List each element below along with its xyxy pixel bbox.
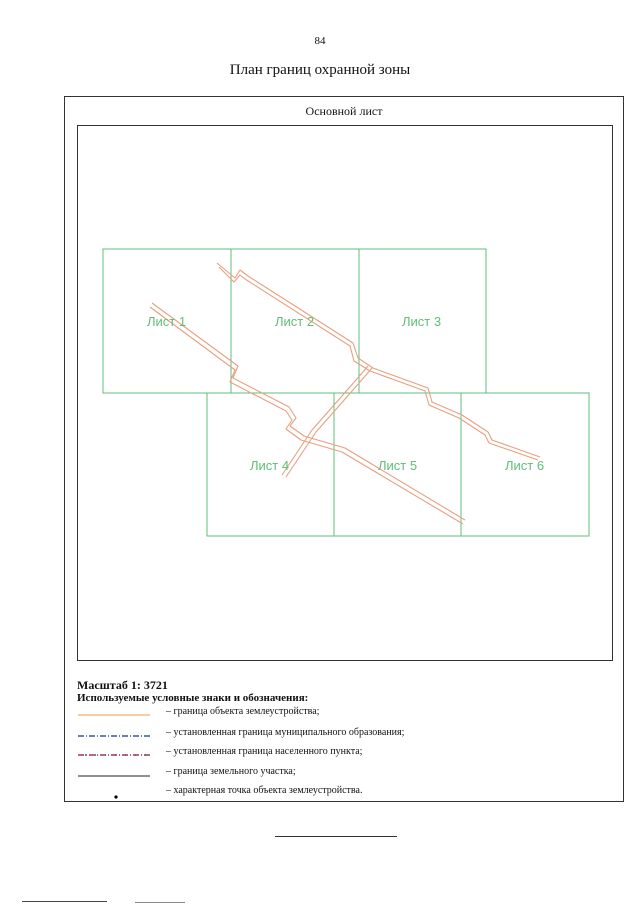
legend-title: Используемые условные знаки и обозначения: <box>77 692 309 704</box>
legend-text: – установленная граница муниципального образования; <box>166 727 405 738</box>
sheet-2-label: Лист 2 <box>275 314 315 329</box>
legend-text: – граница объекта землеустройства; <box>166 706 320 717</box>
legend-row-object-boundary <box>78 705 618 721</box>
boundary-branch-inner <box>282 366 368 475</box>
sheet-5-label: Лист 5 <box>378 458 418 473</box>
legend-text: – граница земельного участка; <box>166 766 296 777</box>
legend-row-land-plot-boundary <box>78 765 618 781</box>
sheet-heading: Основной лист <box>305 104 383 118</box>
scan-edge-mark <box>22 901 107 902</box>
sheet-4-label: Лист 4 <box>250 458 290 473</box>
signature-line <box>275 836 397 837</box>
sheet-6-label: Лист 6 <box>505 458 545 473</box>
legend-text: – характерная точка объекта землеустройства. <box>166 785 363 796</box>
red-blue-dashdot-line-symbol <box>78 745 150 761</box>
boundary-lower-inner <box>150 307 463 524</box>
page-title: План границ охранной зоны <box>229 62 411 78</box>
boundary-upper-inner <box>219 267 538 460</box>
page-number: 84 <box>314 35 326 47</box>
legend-row-municipal-boundary <box>78 726 618 742</box>
black-line-symbol <box>78 765 150 781</box>
legend-row-settlement-boundary <box>78 745 618 761</box>
point-symbol <box>78 784 150 800</box>
blue-dashdot-line-symbol <box>78 726 150 742</box>
legend-row-characteristic-point <box>78 784 618 800</box>
sheet-1-label: Лист 1 <box>147 314 187 329</box>
boundary-lower-outer <box>152 303 465 520</box>
orange-line-symbol <box>78 705 150 721</box>
legend-text: – установленная граница населенного пункта; <box>166 746 363 757</box>
scan-edge-mark <box>135 902 185 903</box>
sheet-3-label: Лист 3 <box>402 314 442 329</box>
scale-text: Масштаб 1: 3721 <box>77 678 168 692</box>
